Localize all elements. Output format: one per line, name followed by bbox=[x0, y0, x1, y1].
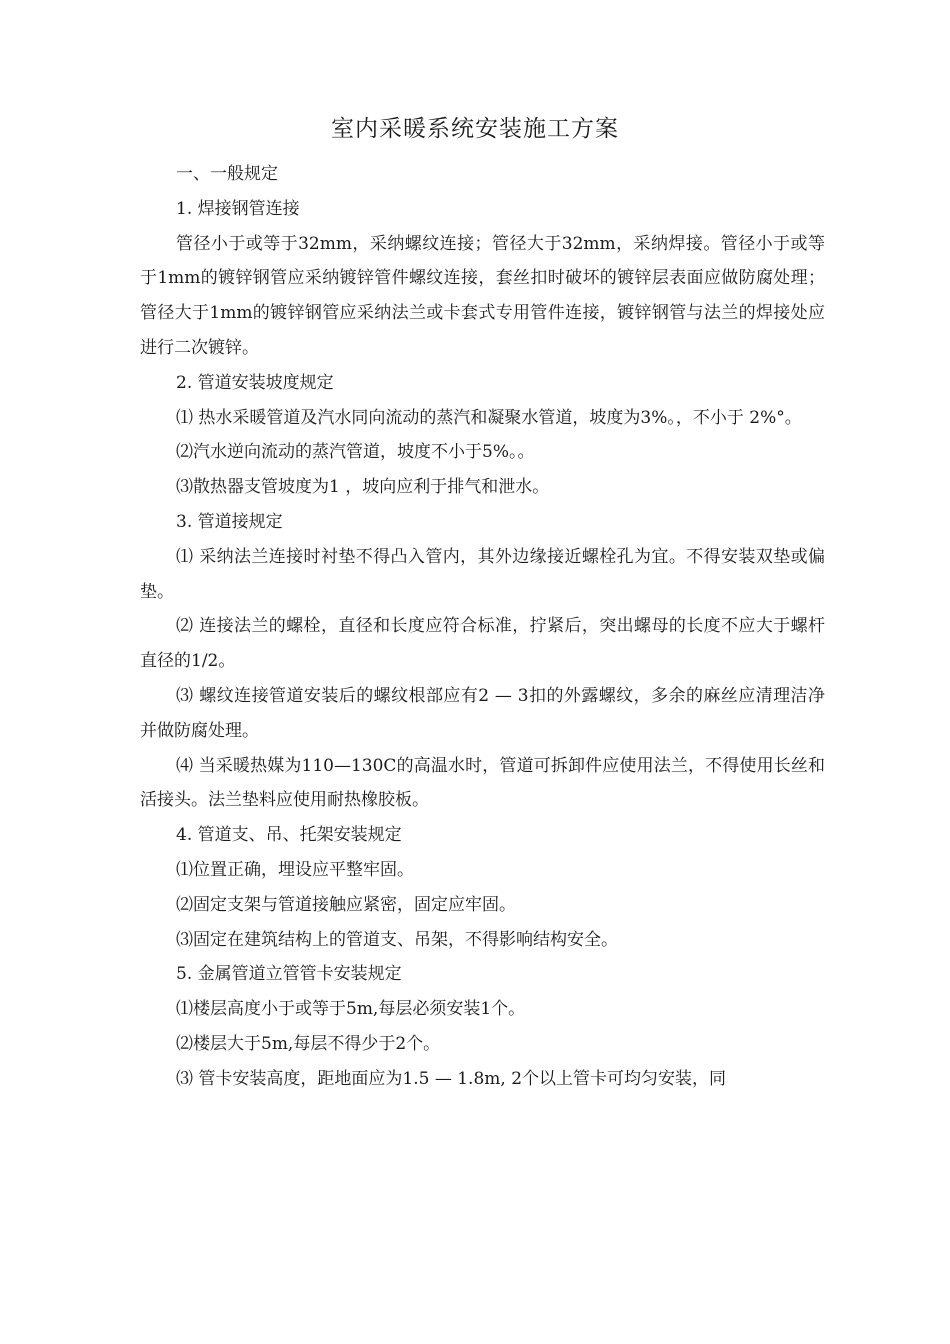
subsection-heading: 4. 管道支、吊、托架安装规定 bbox=[176, 825, 402, 846]
subsection-heading: 1. 焊接钢管连接 bbox=[176, 198, 300, 219]
list-item: ⑴ 采纳法兰连接时衬垫不得凸入管内，其外边缘接近螺栓孔为宜。不得安装双垫或偏垫。 bbox=[140, 546, 825, 602]
subsection-heading: 3. 管道接规定 bbox=[176, 511, 283, 532]
list-item: ⑶ 螺纹连接管道安装后的螺纹根部应有2 — 3扣的外露螺纹，多余的麻丝应清理洁净并做防腐处理。 bbox=[140, 685, 825, 741]
list-item: ⑴位置正确，埋设应平整牢固。 bbox=[176, 859, 414, 880]
list-item: ⑶固定在建筑结构上的管道支、吊架，不得影响结构安全。 bbox=[176, 929, 618, 950]
document-title: 室内采暖系统安装施工方案 bbox=[331, 116, 619, 142]
list-item: ⑵ 连接法兰的螺栓，直径和长度应符合标准，拧紧后，突出螺母的长度不应大于螺杆直径的1/2。 bbox=[140, 616, 825, 672]
list-item: ⑴楼层高度小于或等于5m,每层必须安装1个。 bbox=[176, 999, 526, 1020]
list-item: ⑶散热器支管坡度为1 ，坡向应利于排气和泄水。 bbox=[176, 477, 550, 498]
subsection-heading: 2. 管道安装坡度规定 bbox=[176, 372, 334, 393]
section-heading: 一、一般规定 bbox=[176, 164, 278, 184]
list-item: ⑷ 当采暖热媒为110—130C的高温水时，管道可拆卸件应使用法兰，不得使用长丝和活接头。法兰垫料应使用耐热橡胶板。 bbox=[140, 755, 825, 811]
subsection-heading: 5. 金属管道立管管卡安装规定 bbox=[176, 964, 402, 985]
list-item: ⑵固定支架与管道接触应紧密，固定应牢固。 bbox=[176, 894, 516, 915]
list-item: ⑴ 热水采暖管道及汽水同向流动的蒸汽和凝聚水管道，坡度为3%。，不小于 2%°。 bbox=[176, 407, 802, 428]
list-item: ⑵汽水逆向流动的蒸汽管道，坡度不小于5%。。 bbox=[176, 442, 535, 463]
list-item: ⑵楼层大于5m,每层不得少于2个。 bbox=[176, 1033, 441, 1054]
body-paragraph: 管径小于或等于32mm，采纳螺纹连接；管径大于32mm，采纳焊接。管径小于或等于1mm的镀锌钢管应采纳镀锌管件螺纹连接，套丝扣时破坏的镀锌层表面应做防腐处理；管径大于1mm的镀锌钢管应采纳法兰或卡套式专用管件连接，镀锌钢管与法兰的焊接处应进行二次镀锌。 bbox=[140, 233, 825, 358]
document-body bbox=[140, 157, 825, 1097]
list-item: ⑶ 管卡安装高度，距地面应为1.5 — 1.8m, 2个以上管卡可均匀安装，同 bbox=[176, 1068, 727, 1089]
